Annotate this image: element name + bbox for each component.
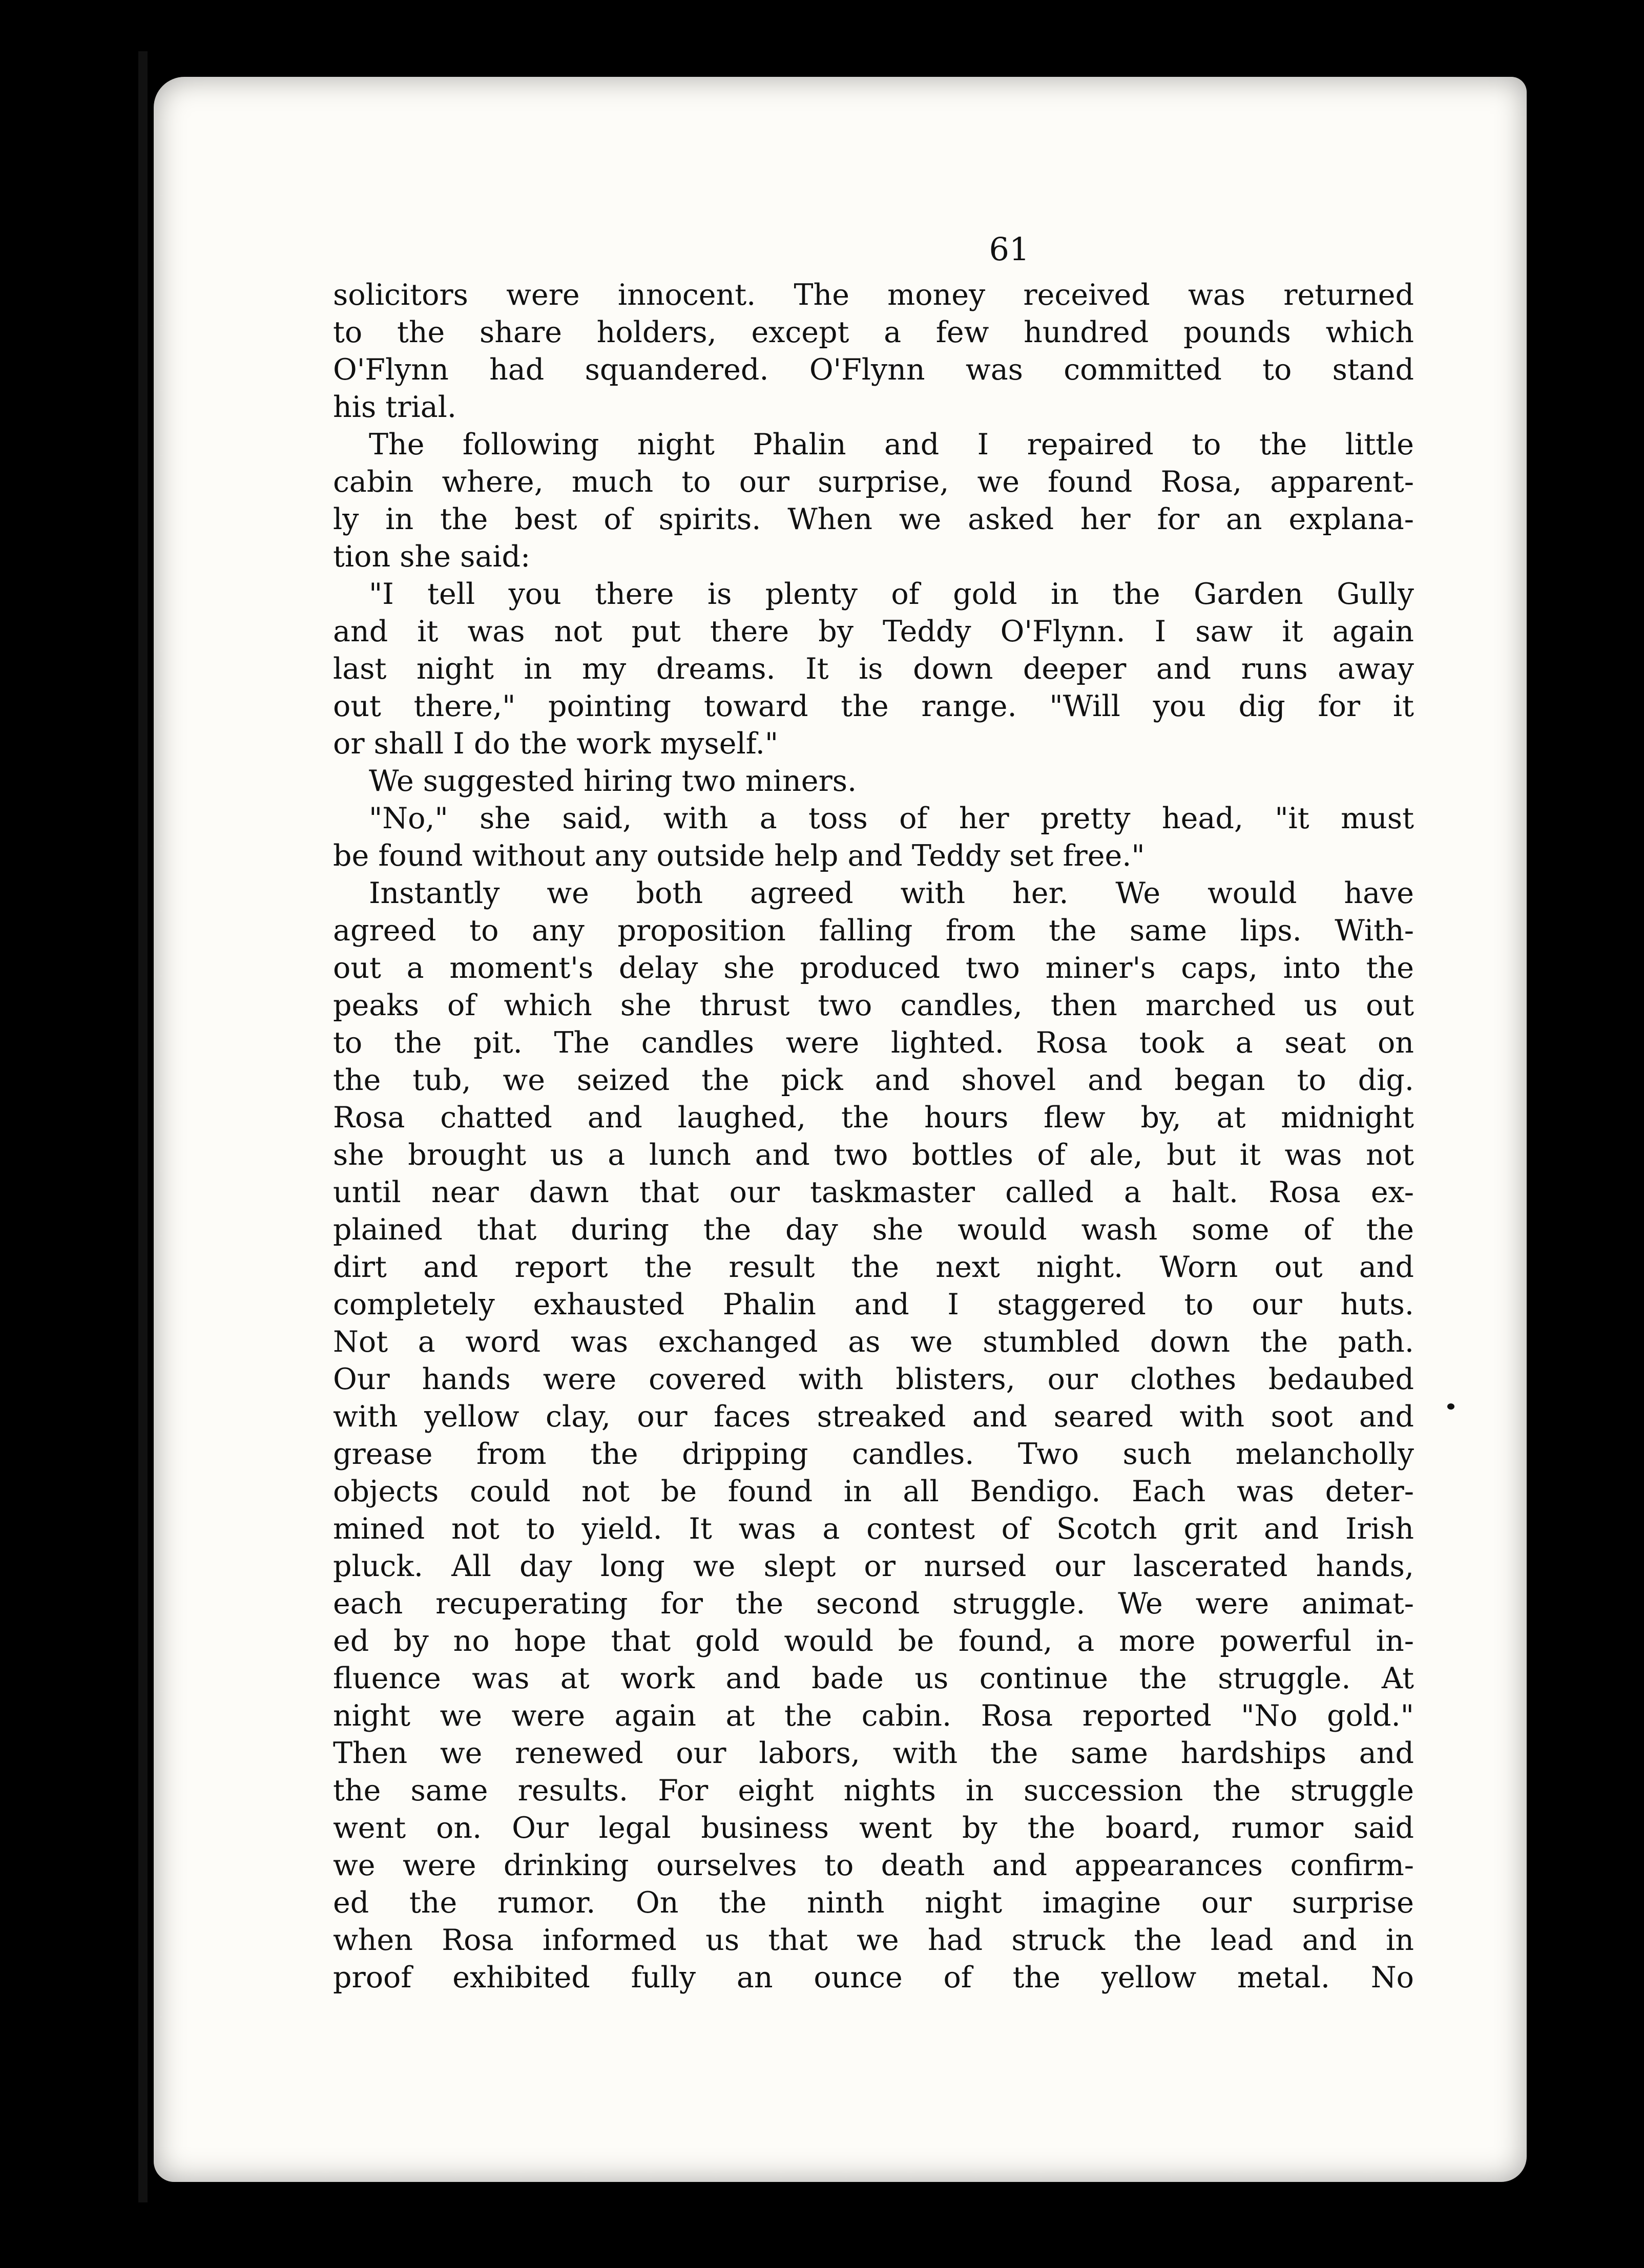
text-line: be found without any outside help and Teddy set free." bbox=[333, 839, 1145, 873]
text-line: Rosa chatted and laughed, the hours flew by, at midnight bbox=[333, 1101, 1414, 1135]
text-line: the tub, we seized the pick and shovel and began to dig. bbox=[333, 1063, 1414, 1097]
page-binding-edge bbox=[138, 51, 148, 2202]
text-line: Then we renewed our labors, with the same hardships and bbox=[333, 1736, 1414, 1770]
text-line: tion she said: bbox=[333, 540, 531, 574]
text-line: ed the rumor. On the ninth night imagine our surprise bbox=[333, 1886, 1414, 1920]
text-line: with yellow clay, our faces streaked and seared with soot and bbox=[333, 1400, 1414, 1434]
text-line: O'Flynn had squandered. O'Flynn was committed to stand bbox=[333, 353, 1414, 387]
text-line: fluence was at work and bade us continue the struggle. At bbox=[333, 1662, 1414, 1695]
text-line: out there," pointing toward the range. "Will you dig for it bbox=[333, 689, 1414, 723]
text-line: night we were again at the cabin. Rosa reported "No gold." bbox=[333, 1699, 1414, 1733]
text-line: she brought us a lunch and two bottles of ale, but it was not bbox=[333, 1138, 1414, 1172]
body-text bbox=[333, 277, 1414, 1997]
text-line: peaks of which she thrust two candles, then marched us out bbox=[333, 989, 1414, 1022]
text-line: proof exhibited fully an ounce of the yellow metal. No bbox=[333, 1961, 1414, 1994]
text-line: we were drinking ourselves to death and appearances confirm- bbox=[333, 1849, 1414, 1882]
text-line: We suggested hiring two miners. bbox=[369, 764, 857, 798]
text-line: cabin where, much to our surprise, we found Rosa, apparent- bbox=[333, 465, 1414, 499]
text-line: when Rosa informed us that we had struck the lead and in bbox=[333, 1923, 1414, 1957]
text-line: went on. Our legal business went by the board, rumor said bbox=[333, 1811, 1414, 1845]
text-line: completely exhausted Phalin and I staggered to our huts. bbox=[333, 1288, 1414, 1321]
book-page bbox=[154, 77, 1527, 2182]
text-line: out a moment's delay she produced two miner's caps, into the bbox=[333, 951, 1414, 985]
text-line: to the pit. The candles were lighted. Rosa took a seat on bbox=[333, 1026, 1414, 1060]
margin-speck bbox=[1447, 1403, 1454, 1410]
text-line: grease from the dripping candles. Two such melancholly bbox=[333, 1437, 1414, 1471]
text-line: Not a word was exchanged as we stumbled down the path. bbox=[333, 1325, 1414, 1359]
text-line: the same results. For eight nights in succession the struggle bbox=[333, 1774, 1414, 1808]
text-line: or shall I do the work myself." bbox=[333, 727, 779, 761]
text-line: "I tell you there is plenty of gold in the Garden Gully bbox=[369, 577, 1414, 611]
text-line: ed by no hope that gold would be found, a more powerful in- bbox=[333, 1624, 1414, 1658]
text-line: objects could not be found in all Bendigo. Each was deter- bbox=[333, 1475, 1414, 1508]
text-line: solicitors were innocent. The money received was returned bbox=[333, 278, 1414, 312]
text-line: to the share holders, except a few hundred pounds which bbox=[333, 316, 1414, 349]
text-line: until near dawn that our taskmaster called a halt. Rosa ex- bbox=[333, 1175, 1414, 1209]
text-line: his trial. bbox=[333, 390, 457, 424]
text-line: Our hands were covered with blisters, our clothes bedaubed bbox=[333, 1362, 1414, 1396]
page-number: 61 bbox=[989, 230, 1030, 268]
text-line: agreed to any proposition falling from the same lips. With- bbox=[333, 914, 1414, 948]
text-line: Instantly we both agreed with her. We would have bbox=[369, 876, 1414, 910]
text-line: pluck. All day long we slept or nursed our lascerated hands, bbox=[333, 1549, 1414, 1583]
text-line: last night in my dreams. It is down deeper and runs away bbox=[333, 652, 1414, 686]
text-line: dirt and report the result the next night. Worn out and bbox=[333, 1250, 1414, 1284]
text-line: mined not to yield. It was a contest of Scotch grit and Irish bbox=[333, 1512, 1414, 1546]
text-line: The following night Phalin and I repaired to the little bbox=[369, 428, 1414, 461]
text-line: "No," she said, with a toss of her pretty head, "it must bbox=[369, 802, 1414, 835]
text-line: plained that during the day she would wash some of the bbox=[333, 1213, 1414, 1247]
text-line: and it was not put there by Teddy O'Flynn. I saw it again bbox=[333, 615, 1414, 648]
text-line: ly in the best of spirits. When we asked her for an explana- bbox=[333, 502, 1414, 536]
text-line: each recuperating for the second struggle. We were animat- bbox=[333, 1587, 1414, 1621]
